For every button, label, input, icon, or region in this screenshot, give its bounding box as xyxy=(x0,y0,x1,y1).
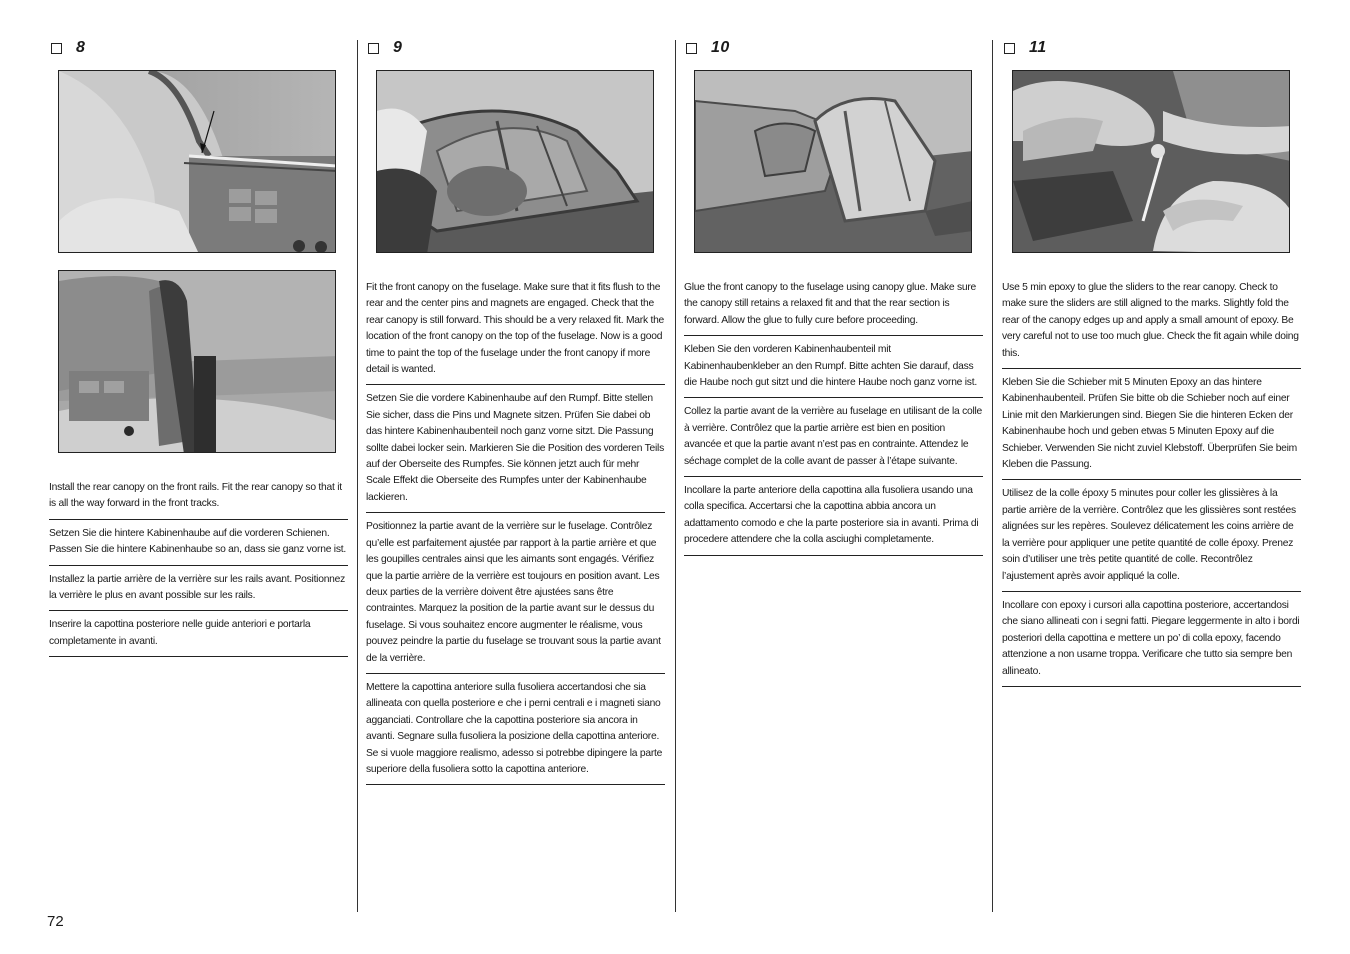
step-8-column xyxy=(49,40,348,663)
step-number: 10 xyxy=(711,39,730,56)
step-9-column xyxy=(366,40,665,791)
column-divider xyxy=(357,40,358,912)
instruction-english: Fit the front canopy on the fuselage. Make sure that it fits flush to the rear and the center pins and magnets are engaged. Check that the rear canopy is still forward. This should be a very relaxed fit. Mark the location of the front canopy on the top of the fuselage. Now is a good time to paint the top of the fuselage under the front canopy if more detail is wanted. xyxy=(366,280,665,385)
instruction-german: Kleben Sie die Schieber mit 5 Minuten Epoxy an das hintere Kabinenhaubenteil. Prüfen Sie bitte ob die Schieber noch auf einer Linie mit den Markierungen sind. Biegen Sie die hinteren Ecken der Kabinenhaube hoch und geben etwas 5 Minuten Epoxy auf die Schieber. Verwenden Sie nicht zuviel Klebstoff. Überprüfen Sie beim Kleben die Passung. xyxy=(1002,375,1301,480)
instruction-german: Kleben Sie den vorderen Kabinenhaubenteil mit Kabinenhaubenkleber an den Rumpf. Bitte achten Sie darauf, dass die Haube noch gut sitzt und die hintere Haube noch ganz vorne ist. xyxy=(684,342,983,398)
column-divider xyxy=(992,40,993,912)
checkbox-icon[interactable] xyxy=(686,43,697,54)
checkbox-icon[interactable] xyxy=(51,43,62,54)
checkbox-icon[interactable] xyxy=(1004,43,1015,54)
instruction-french: Utilisez de la colle époxy 5 minutes pour coller les glissières à la partie arrière de la verrière. Contrôlez que les glissières sont restées alignées sur les repères. Soulevez délicatement les coins arrière de la verrière pour appliquer une petite quantité de colle époxy. Prenez soin d’utiliser une très petite quantité de colle. Recontrôlez l’ajustement après avoir appliqué la colle. xyxy=(1002,486,1301,591)
step-8-header xyxy=(49,40,348,56)
step-10-column xyxy=(684,40,983,562)
rear-canopy-photo xyxy=(58,270,336,453)
column-divider xyxy=(675,40,676,912)
epoxy-sliders-photo xyxy=(1012,70,1290,253)
front-canopy-fit-photo xyxy=(376,70,654,253)
instruction-italian: Inserire la capottina posteriore nelle guide anteriori e portarla completamente in avanti. xyxy=(49,617,348,657)
instruction-italian: Incollare la parte anteriore della capottina alla fusoliera usando una colla specifica. Accertarsi che la capottina abbia ancora un adattamento comodo e che la parte posteriore sia in avanti. Prima di procedere attendere che la colla asciughi completamente. xyxy=(684,483,983,556)
canopy-glued-photo xyxy=(694,70,972,253)
instruction-french: Installez la partie arrière de la verrière sur les rails avant. Positionnez la verrière le plus en avant possible sur les rails. xyxy=(49,572,348,612)
page-number: 72 xyxy=(47,913,64,930)
step-11-column xyxy=(1002,40,1301,693)
instruction-french: Positionnez la partie avant de la verrière sur le fuselage. Contrôlez qu’elle est parfaitement ajustée par rapport à la partie arrière et que les goupilles centrales ainsi que les aimants sont engagés. Vérifiez que la partie arrière de la verrière est toujours en position avant. Les deux parties de la verrière doivent être ajustées sans être contraintes. Marquez la position de la partie avant sur le dessus du fuselage. Si vous souhaitez encore augmenter le réalisme, vous pouvez peindre la partie du fuselage se trouvant sous la partie avant de la verrière. xyxy=(366,519,665,674)
instruction-german: Setzen Sie die hintere Kabinenhaube auf die vorderen Schienen. Passen Sie die hintere Kabinenhaube so an, dass sie ganz vorne ist. xyxy=(49,526,348,566)
step-10-header xyxy=(684,40,983,56)
instruction-italian: Mettere la capottina anteriore sulla fusoliera accertandosi che sia allineata con quella posteriore e che i perni centrali e i magneti siano agganciati. Controllare che la capottina posteriore sia ancora in avanti. Segnare sulla fusoliera la posizione della capottina anteriore. Se si vuole maggiore realismo, adesso si potrebbe dipingere la parte superiore della fusoliera sotto la capottina anteriore. xyxy=(366,680,665,785)
instruction-english: Use 5 min epoxy to glue the sliders to the rear canopy. Check to make sure the sliders are still aligned to the marks. Slightly fold the rear of the canopy edges up and apply a small amount of epoxy. Be very careful not to use too much glue. Check the fit again while doing this. xyxy=(1002,280,1301,369)
instruction-english: Install the rear canopy on the front rails. Fit the rear canopy so that it is all the way forward in the front tracks. xyxy=(49,480,348,520)
step-9-header xyxy=(366,40,665,56)
canopy-rail-arrow-photo xyxy=(58,70,336,253)
checkbox-icon[interactable] xyxy=(368,43,379,54)
instruction-french: Collez la partie avant de la verrière au fuselage en utilisant de la colle à verrière. Contrôlez que la partie arrière est bien en position avancée et que la partie avant n’est pas en contrainte. Attendez le séchage complet de la colle avant de passer à l’étape suivante. xyxy=(684,404,983,477)
instruction-italian: Incollare con epoxy i cursori alla capottina posteriore, accertandosi che siano allineati con i segni fatti. Piegare leggermente in alto i bordi posteriori della capottina e mettere un po’ di colla epoxy, facendo attenzione a non usarne troppa. Verificare che tutto sia sempre ben allineato. xyxy=(1002,598,1301,687)
step-number: 9 xyxy=(393,39,403,56)
step-11-header xyxy=(1002,40,1301,56)
step-number: 11 xyxy=(1029,39,1047,56)
instruction-english: Glue the front canopy to the fuselage using canopy glue. Make sure the canopy still retains a relaxed fit and that the rear section is forward. Allow the glue to fully cure before proceeding. xyxy=(684,280,983,336)
instruction-german: Setzen Sie die vordere Kabinenhaube auf den Rumpf. Bitte stellen Sie sicher, dass die Pins und Magnete sitzen. Prüfen Sie dabei ob das hintere Kabinenhaubenteil noch ganz vorne sitzt. Die Passung sollte dabei locker sein. Markieren Sie die Position des vorderen Teils auf der Oberseite des Rumpfes. Sie können jetzt auch für mehr Scale Effekt die Oberseite des Rumpfes unter der Kabinenhaube lackieren. xyxy=(366,391,665,513)
step-number: 8 xyxy=(76,39,86,56)
